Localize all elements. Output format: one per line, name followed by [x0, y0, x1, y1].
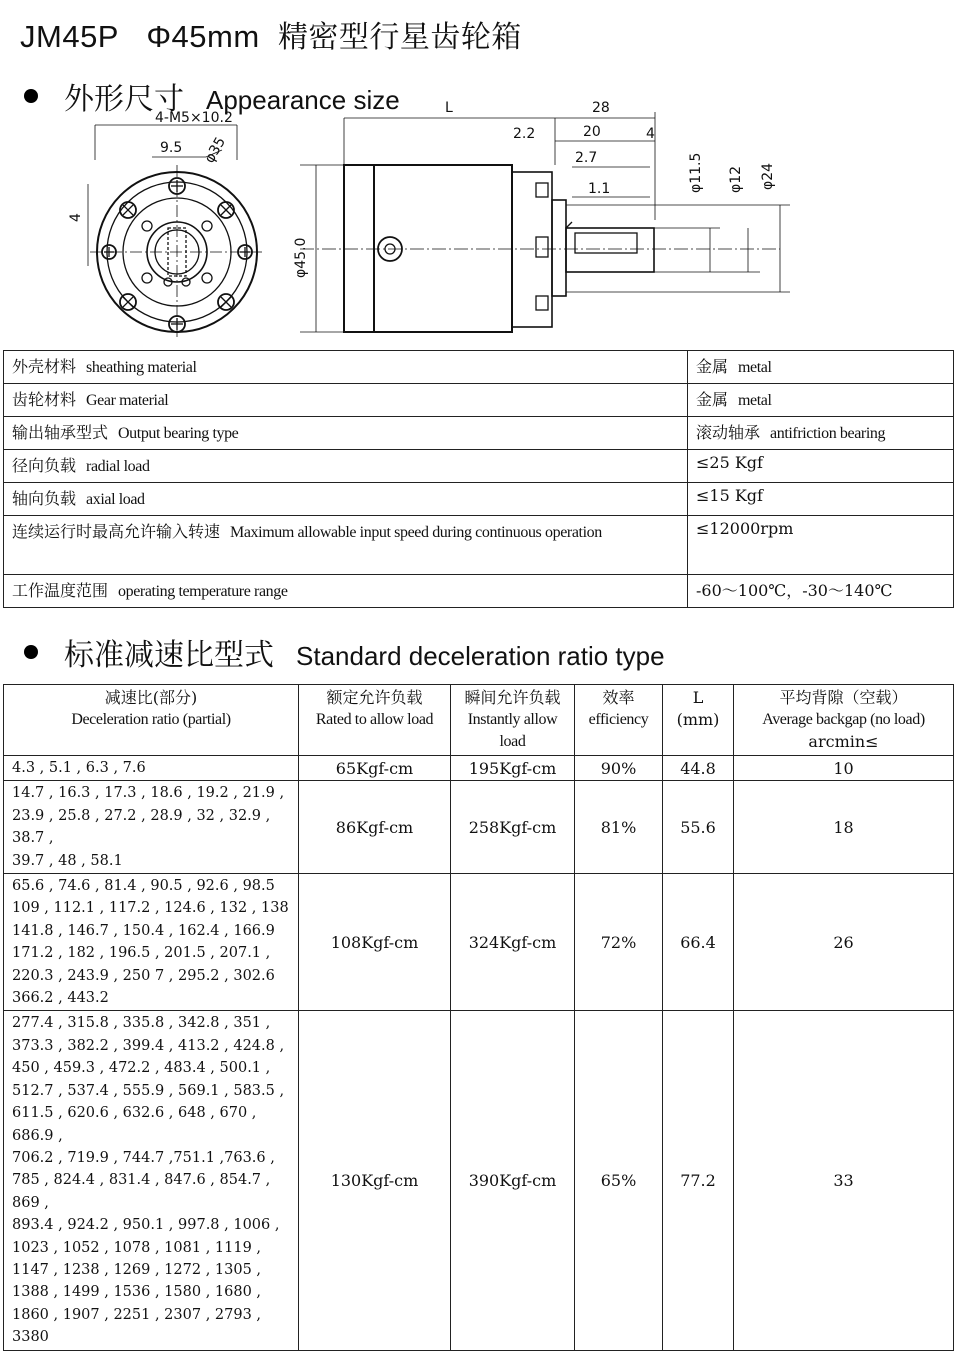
- spec-label-cn: 径向负载: [12, 456, 77, 475]
- spec-value-cn: 金属: [696, 357, 729, 376]
- efficiency: 72%: [575, 874, 663, 1011]
- ratio-values: 65.6 , 74.6 , 81.4 , 90.5 , 92.6 , 98.5 109 , 112.1 , 117.2 , 124.6 , 132 , 138 141.8 , 146.7 , 150.4 , 162.4 , 166.9 171.2 , 182 , 196.5 , 201.5 , 207.1 , 220.3 , 243.9 , 250 7 , 295.2 , 302.6 366.2 , 443.2: [4, 874, 299, 1011]
- ratio-row: [4, 1011, 954, 1350]
- spec-value-en: antifriction bearing: [770, 425, 886, 442]
- dimension-drawing: [0, 96, 959, 346]
- header-en: Deceleration ratio (partial): [71, 711, 231, 728]
- header-en: (mm): [676, 710, 720, 729]
- ratio-values: 4.3 , 5.1 , 6.3 , 7.6: [4, 756, 299, 781]
- header-cn: L: [692, 688, 704, 707]
- header-cn: 瞬间允许负载: [464, 688, 561, 707]
- spec-value: [688, 384, 954, 417]
- dim-9-5: 9.5: [160, 140, 183, 156]
- dim-2-2: 2.2: [513, 126, 536, 142]
- spec-table: [3, 350, 954, 608]
- spec-value: [688, 516, 954, 575]
- ratio-row: [4, 874, 954, 1011]
- ratio-table: [3, 684, 954, 1351]
- spec-label-en: sheathing material: [86, 359, 197, 376]
- length-L: 77.2: [663, 1011, 734, 1350]
- header-cn: 平均背隙（空载）: [779, 688, 908, 707]
- spec-value-en: metal: [738, 392, 772, 409]
- dim-20: 20: [583, 124, 601, 140]
- dim-2-7: 2.7: [575, 150, 598, 166]
- ratio-row: [4, 756, 954, 781]
- spec-row: [4, 384, 954, 417]
- spec-value-en: metal: [738, 359, 772, 376]
- rated-load: 108Kgf-cm: [299, 874, 451, 1011]
- spec-label-en: Maximum allowable input speed during continuous operation: [230, 524, 602, 541]
- dim-phi11-5: φ11.5: [688, 152, 704, 193]
- spec-label: [4, 575, 688, 608]
- efficiency: 81%: [575, 781, 663, 874]
- front-view: [88, 125, 264, 340]
- spec-label: [4, 483, 688, 516]
- spec-label-en: operating temperature range: [118, 583, 288, 600]
- dimension-labels: [68, 100, 776, 278]
- spec-value: [688, 417, 954, 450]
- spec-row: [4, 417, 954, 450]
- dim-4b: 4: [646, 126, 655, 142]
- header-backlash: [734, 685, 954, 756]
- instant-load: 258Kgf-cm: [451, 781, 575, 874]
- model-name: JM45P: [20, 19, 119, 54]
- rated-load: 65Kgf-cm: [299, 756, 451, 781]
- page-title: [20, 12, 522, 56]
- length-L: 55.6: [663, 781, 734, 874]
- ratio-header-row: [4, 685, 954, 756]
- dim-phi12: φ12: [728, 165, 744, 193]
- section-title-en: Standard deceleration ratio type: [296, 641, 665, 671]
- spec-value: [688, 483, 954, 516]
- spec-label-en: Gear material: [86, 392, 169, 409]
- ratio-row: [4, 781, 954, 874]
- spec-label-cn: 外壳材料: [12, 357, 77, 376]
- dim-1-1: 1.1: [588, 181, 611, 197]
- length-L: 44.8: [663, 756, 734, 781]
- backlash: 10: [734, 756, 954, 781]
- spec-value-cn: ≤15 Kgf: [696, 486, 763, 505]
- spec-row: [4, 450, 954, 483]
- backlash: 18: [734, 781, 954, 874]
- dim-phi35: φ35: [201, 134, 229, 166]
- spec-value-cn: -60～100℃，-30～140℃: [696, 581, 893, 600]
- efficiency: 90%: [575, 756, 663, 781]
- header-cn: 减速比(部分): [104, 688, 198, 707]
- header-length: [663, 685, 734, 756]
- header-en: Instantly allow load: [467, 711, 558, 750]
- spec-label-en: axial load: [86, 491, 145, 508]
- backlash: 33: [734, 1011, 954, 1350]
- section-title-cn: 标准减速比型式: [64, 638, 274, 673]
- spec-label-en: radial load: [86, 458, 150, 475]
- spec-value-cn: ≤25 Kgf: [696, 453, 763, 472]
- header-cn: 额定允许负载: [326, 688, 423, 707]
- spec-value-cn: 金属: [696, 390, 729, 409]
- model-diameter: Φ45mm: [146, 19, 260, 54]
- spec-label-cn: 连续运行时最高允许输入转速: [12, 522, 221, 541]
- header-ratio: [4, 685, 299, 756]
- spec-label: [4, 351, 688, 384]
- rated-load: 86Kgf-cm: [299, 781, 451, 874]
- model-cn-name: 精密型行星齿轮箱: [277, 20, 522, 55]
- spec-label-cn: 工作温度范围: [12, 581, 109, 600]
- spec-row: [4, 575, 954, 608]
- dim-holes: 4-M5×10.2: [155, 110, 233, 126]
- rated-load: 130Kgf-cm: [299, 1011, 451, 1350]
- instant-load: 195Kgf-cm: [451, 756, 575, 781]
- spec-label-cn: 轴向负载: [12, 489, 77, 508]
- instant-load: 324Kgf-cm: [451, 874, 575, 1011]
- dim-phi45: φ45.0: [293, 237, 309, 278]
- dim-phi24: φ24: [760, 162, 776, 190]
- dim-28: 28: [592, 100, 610, 116]
- header-efficiency: [575, 685, 663, 756]
- header-instant-load: [451, 685, 575, 756]
- spec-value: [688, 351, 954, 384]
- header-en: efficiency: [588, 711, 649, 728]
- bullet-icon: [24, 645, 38, 659]
- spec-value: [688, 450, 954, 483]
- spec-row: [4, 516, 954, 575]
- dim-4: 4: [68, 213, 84, 222]
- spec-label: [4, 417, 688, 450]
- spec-value-cn: 滚动轴承: [696, 423, 761, 442]
- header-rated-load: [299, 685, 451, 756]
- header-en: Rated to allow load: [315, 711, 434, 728]
- spec-label-en: Output bearing type: [118, 425, 239, 442]
- dim-L: L: [445, 100, 453, 116]
- spec-label-cn: 齿轮材料: [12, 390, 77, 409]
- backlash: 26: [734, 874, 954, 1011]
- header-cn: 效率: [602, 688, 635, 707]
- spec-value-cn: ≤12000rpm: [696, 519, 794, 538]
- spec-label: [4, 516, 688, 575]
- header-unit: arcmin≤: [808, 732, 879, 751]
- spec-row: [4, 351, 954, 384]
- length-L: 66.4: [663, 874, 734, 1011]
- efficiency: 65%: [575, 1011, 663, 1350]
- spec-label: [4, 384, 688, 417]
- ratio-values: 277.4 , 315.8 , 335.8 , 342.8 , 351 , 373.3 , 382.2 , 399.4 , 413.2 , 424.8 , 450 , 459.3 , 472.2 , 483.4 , 500.1 , 512.7 , 537.4 , 555.9 , 569.1 , 583.5 , 611.5 , 620.6 , 632.6 , 648 , 670 , 686.9 , 706.2 , 719.9 , 744.7 ,751.1 ,763.6 , 785 , 824.4 , 831.4 , 847.6 , 854.7 , 869 , 893.4 , 924.2 , 950.1 , 997.8 , 1006 , 1023 , 1052 , 1078 , 1081 , 1119 , 1147 , 1238 , 1269 , 1272 , 1305 , 1388 , 1499 , 1536 , 1580 , 1680 , 1860 , 1907 , 2251 , 2307 , 2793 , 3380: [4, 1011, 299, 1350]
- spec-value: [688, 575, 954, 608]
- spec-label: [4, 450, 688, 483]
- spec-row: [4, 483, 954, 516]
- section-title-en: Appearance size: [206, 85, 400, 115]
- ratio-values: 14.7 , 16.3 , 17.3 , 18.6 , 19.2 , 21.9 , 23.9 , 25.8 , 27.2 , 28.9 , 32 , 32.9 , 38.7 , 39.7 , 48 , 58.1: [4, 781, 299, 874]
- section-ratio-heading: [24, 630, 665, 674]
- side-view: [300, 112, 790, 332]
- instant-load: 390Kgf-cm: [451, 1011, 575, 1350]
- section-title-cn: 外形尺寸: [64, 82, 184, 117]
- header-en: Average backgap (no load): [762, 711, 925, 728]
- spec-label-cn: 输出轴承型式: [12, 423, 109, 442]
